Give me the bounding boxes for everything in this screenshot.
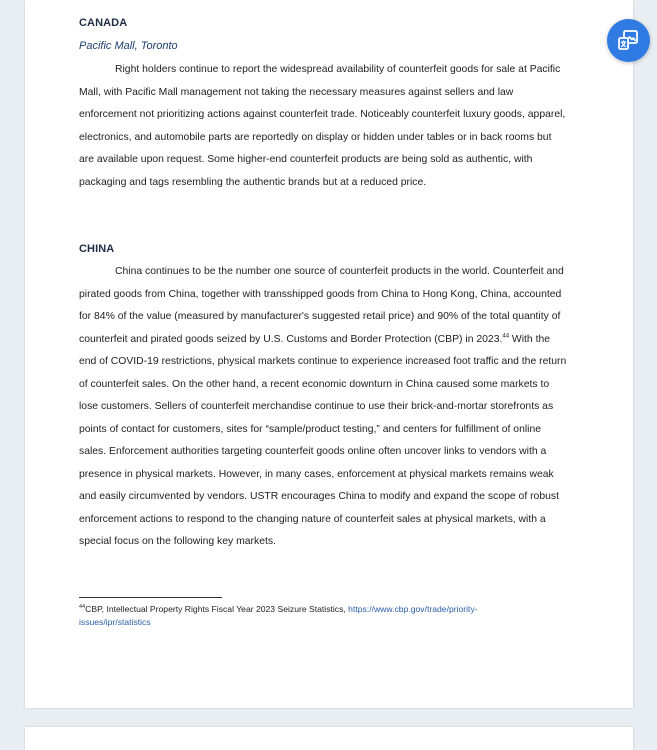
china-paragraph-text-before: China continues to be the number one source of counterfeit products in the world. Counterfeit and pirated goods from China, together with transshipped goods from China to Hong Kong, China, accounted for 84% of the value (measured by manufacturer's suggested retail price) and 90% of the total quantity of counterfeit and pirated goods seized by U.S. Customs and Border Protection (CBP) in 2023. (79, 266, 564, 345)
next-page (25, 727, 633, 750)
section-heading-china: CHINA (79, 243, 115, 255)
translate-image-button[interactable] (607, 19, 650, 62)
section-heading-canada: CANADA (79, 17, 128, 29)
image-translate-icon (617, 29, 640, 52)
footnote-number: 44 (79, 604, 86, 611)
footnote-reference[interactable]: 44 (502, 333, 510, 340)
footnote-divider (79, 597, 222, 598)
footnote (79, 603, 549, 629)
china-paragraph (79, 261, 569, 554)
footnote-link[interactable]: https://www.cbp.gov/trade/priority-issues/ipr/statistics (79, 604, 478, 627)
china-paragraph-text-after: With the end of COVID-19 restrictions, physical markets continue to experience increased foot traffic and the return of counterfeit sales. On the other hand, a recent economic downturn in China caused some markets to lose customers. Sellers of counterfeit merchandise continue to use their brick-and-mortar storefronts as points of contact for customers, sites for “sample/product testing,” and centers for fulfillment of online sales. Enforcement authorities targeting counterfeit goods online often uncover links to vendors with a presence in physical markets. However, in many cases, enforcement at physical markets remains weak and easily circumvented by vendors. USTR encourages China to modify and expand the scope of robust enforcement actions to respond to the changing nature of counterfeit sales at physical markets, with a special focus on the following key markets. (79, 333, 567, 547)
canada-paragraph: Right holders continue to report the widespread availability of counterfeit goods for sale at Pacific Mall, with Pacific Mall management not taking the necessary measures against sellers and law enforcement not prioritizing actions against counterfeit trade. Noticeably counterfeit luxury goods, apparel, electronics, and automobile parts are reportedly on display or hidden under tables or in back rooms but are available upon request. Some higher-end counterfeit products are being sold as authentic, with packaging and tags resembling the authentic brands but at a reduced price. (79, 64, 566, 188)
document-page (25, 0, 633, 708)
market-subheading-pacific-mall: Pacific Mall, Toronto (79, 40, 178, 52)
footnote-text: CBP, Intellectual Property Rights Fiscal Year 2023 Seizure Statistics, (85, 604, 349, 614)
